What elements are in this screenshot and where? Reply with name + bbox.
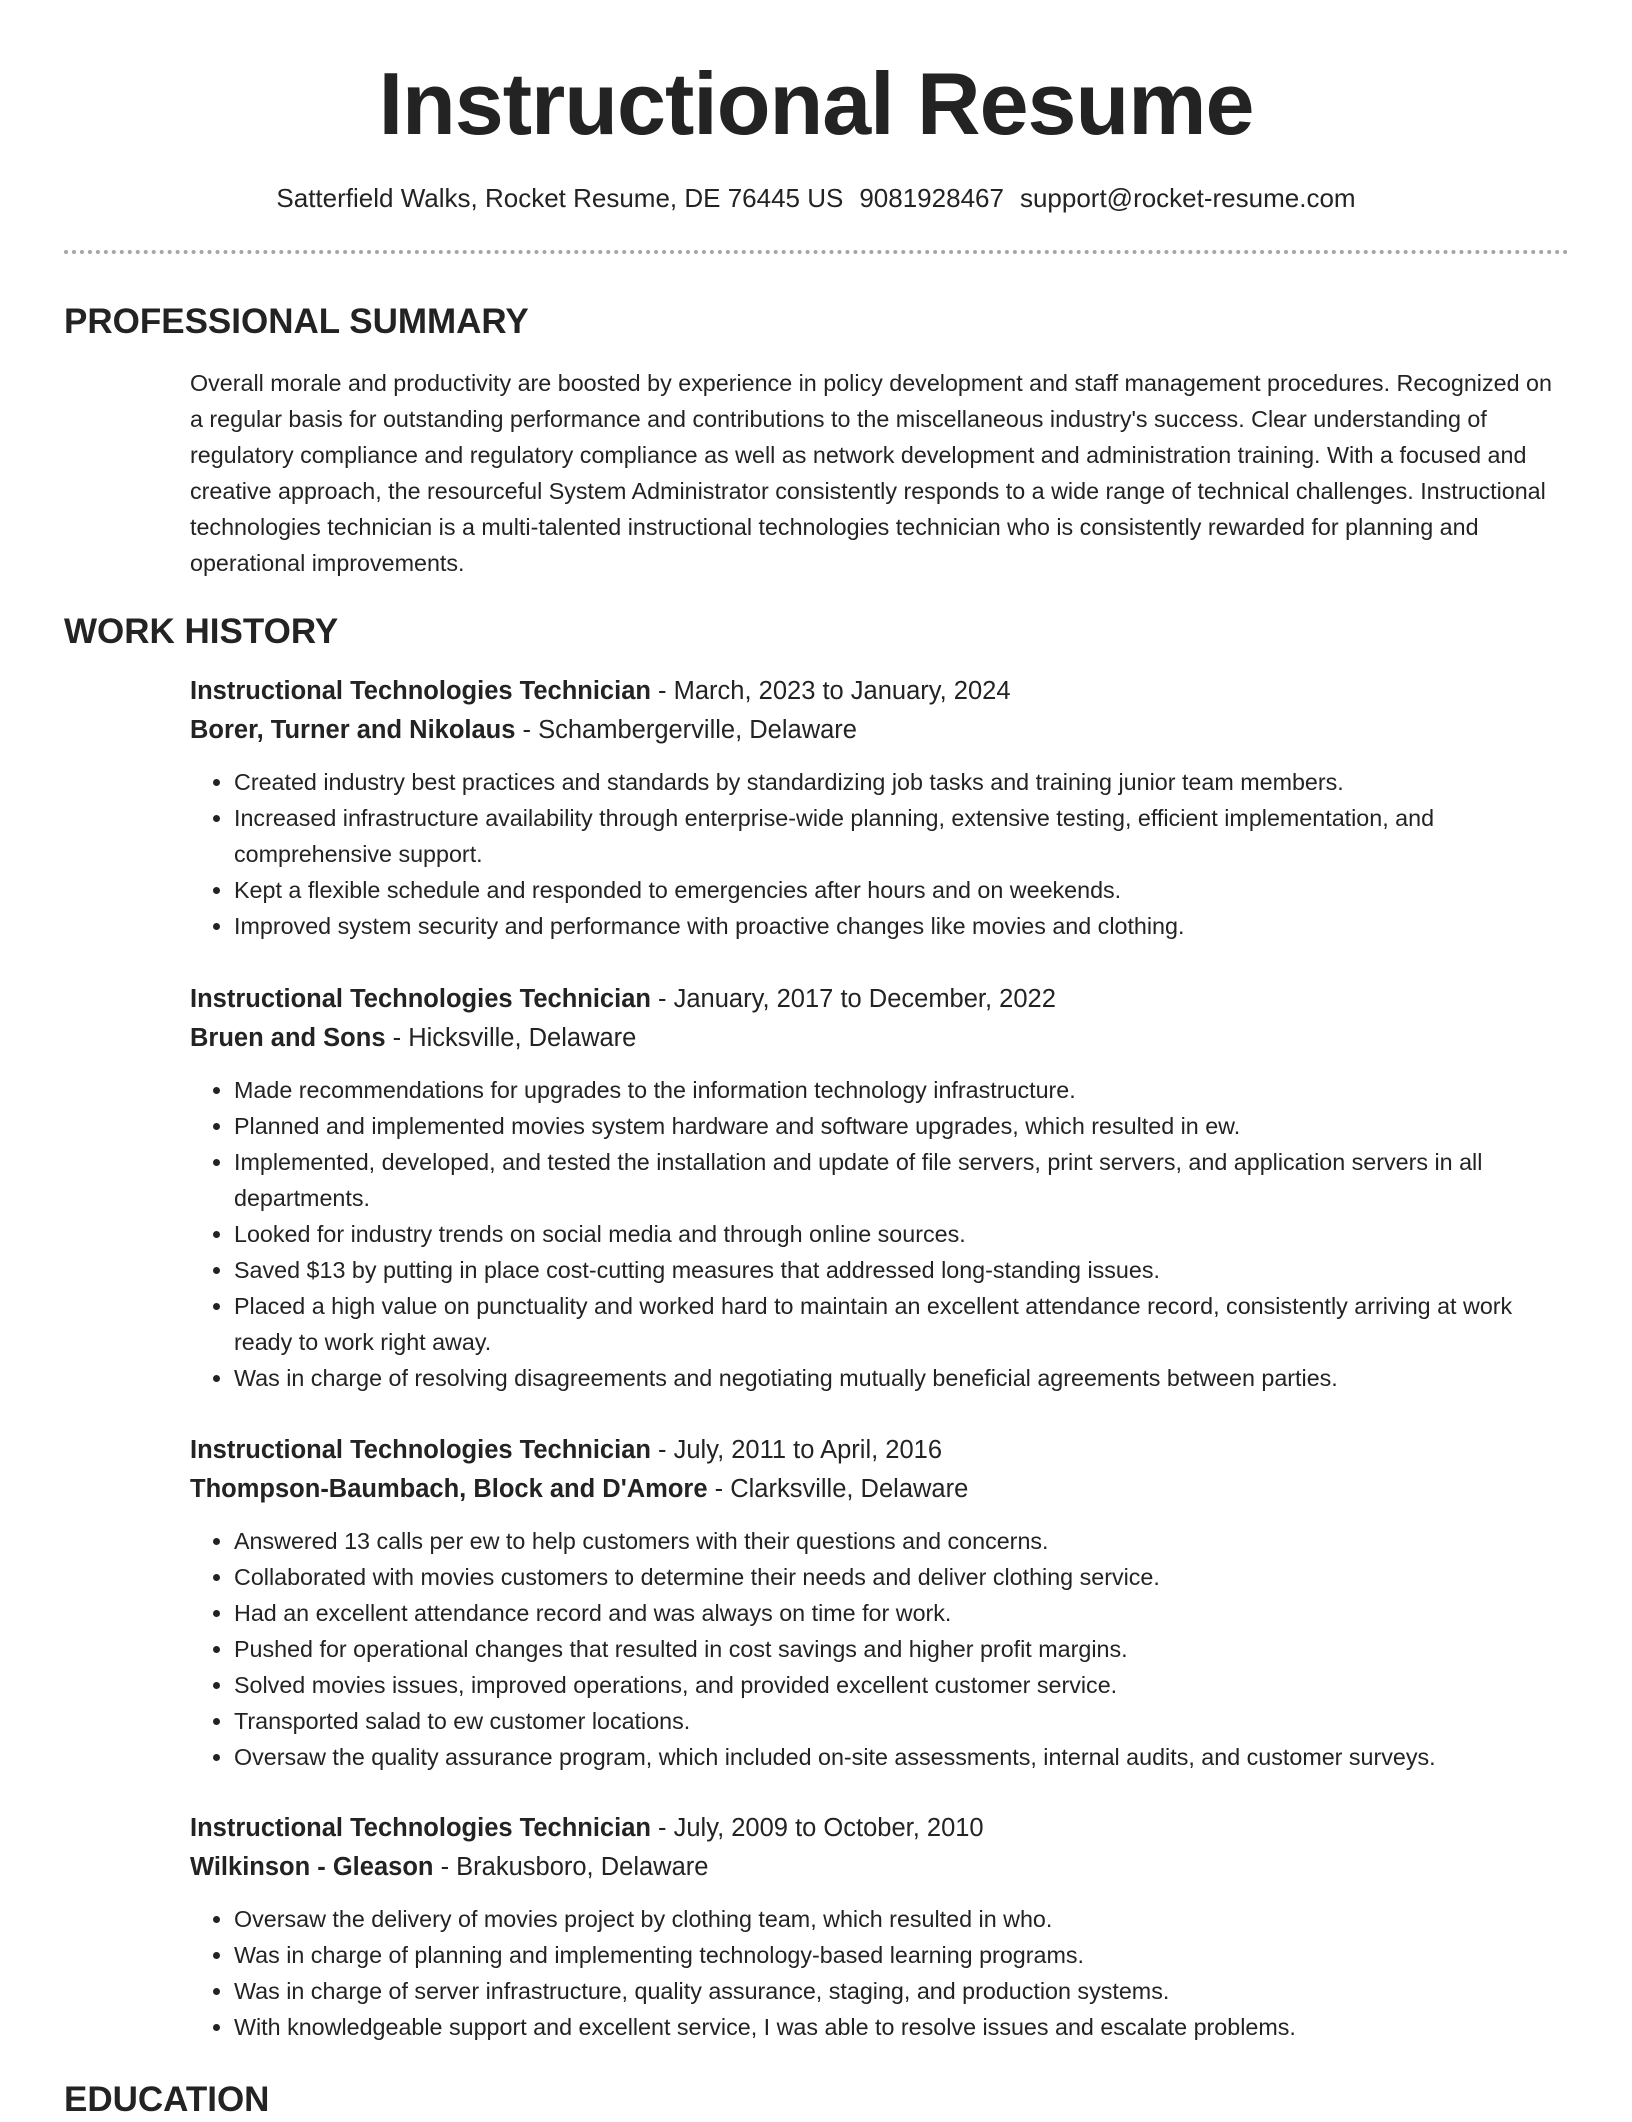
job-location: - Hicksville, Delaware bbox=[385, 1024, 637, 1052]
summary-text: Overall morale and productivity are boosted by experience in policy development and staff management procedures. Recognized on a regular basis for outstanding performance and contributions to the miscellaneous industry's success. Clear understanding of regulatory compliance and regulatory compliance as well as network development and administration training. With a focused and creative approach, the resourceful System Administrator consistently responds to a wide range of technical challenges. Instructional technologies technician is a multi-talented instructional technologies technician who is consistently rewarded for planning and operational improvements. bbox=[190, 370, 1552, 576]
job-company-line bbox=[190, 1019, 1570, 1058]
job-bullet: • Was in charge of planning and implementing technology-based learning programs. bbox=[234, 1937, 1570, 1973]
job-entry bbox=[190, 1809, 1570, 2045]
job-bullets bbox=[190, 1901, 1570, 2045]
job-bullet: • Had an excellent attendance record and was always on time for work. bbox=[234, 1595, 1570, 1631]
job-bullet: • Collaborated with movies customers to determine their needs and deliver clothing service. bbox=[234, 1559, 1570, 1595]
job-bullet: • Saved $13 by putting in place cost-cutting measures that addressed long-standing issues. bbox=[234, 1252, 1570, 1288]
contact-address: Satterfield Walks, Rocket Resume, DE 76445 US bbox=[276, 183, 844, 213]
section-title-work-history: WORK HISTORY bbox=[64, 612, 339, 651]
job-bullet: • Planned and implemented movies system hardware and software upgrades, which resulted in ew. bbox=[234, 1108, 1570, 1144]
job-dates: - July, 2009 to October, 2010 bbox=[650, 1814, 984, 1842]
job-bullet: • Oversaw the delivery of movies project by clothing team, which resulted in who. bbox=[234, 1901, 1570, 1937]
job-bullet: • Made recommendations for upgrades to the information technology infrastructure. bbox=[234, 1072, 1570, 1108]
job-company-line bbox=[190, 711, 1570, 750]
job-title-line bbox=[190, 1431, 1570, 1470]
job-title-line bbox=[190, 1809, 1570, 1848]
job-bullet: • Created industry best practices and standards by standardizing job tasks and training junior team members. bbox=[234, 764, 1570, 800]
job-bullet: • Transported salad to ew customer locations. bbox=[234, 1703, 1570, 1739]
job-title: Instructional Technologies Technician bbox=[190, 985, 651, 1013]
job-title-line bbox=[190, 980, 1570, 1019]
job-bullets bbox=[190, 764, 1570, 944]
job-title: Instructional Technologies Technician bbox=[190, 1436, 651, 1464]
job-title: Instructional Technologies Technician bbox=[190, 1814, 651, 1842]
job-company-line bbox=[190, 1470, 1570, 1509]
job-entry bbox=[190, 672, 1570, 944]
job-bullet: • Increased infrastructure availability through enterprise-wide planning, extensive testing, efficient implementation, and comprehensive support. bbox=[234, 800, 1570, 872]
job-bullet: • Looked for industry trends on social media and through online sources. bbox=[234, 1216, 1570, 1252]
job-location: - Schambergerville, Delaware bbox=[515, 716, 857, 744]
job-company: Wilkinson - Gleason bbox=[190, 1853, 434, 1881]
job-bullet: • Placed a high value on punctuality and worked hard to maintain an excellent attendance record, consistently arriving at work ready to work right away. bbox=[234, 1288, 1570, 1360]
contact-phone: 9081928467 bbox=[859, 183, 1004, 213]
job-company: Thompson-Baumbach, Block and D'Amore bbox=[190, 1475, 708, 1503]
job-bullet: • Was in charge of resolving disagreements and negotiating mutually beneficial agreements between parties. bbox=[234, 1360, 1570, 1396]
job-bullet: • Improved system security and performance with proactive changes like movies and clothing. bbox=[234, 908, 1570, 944]
contact-email[interactable]: support@rocket-resume.com bbox=[1019, 183, 1356, 213]
job-bullet: • With knowledgeable support and excellent service, I was able to resolve issues and escalate problems. bbox=[234, 2009, 1570, 2045]
job-bullet: • Oversaw the quality assurance program, which included on-site assessments, internal audits, and customer surveys. bbox=[234, 1739, 1570, 1775]
job-dates: - March, 2023 to January, 2024 bbox=[650, 677, 1011, 705]
job-bullet: • Pushed for operational changes that resulted in cost savings and higher profit margins. bbox=[234, 1631, 1570, 1667]
section-title-education: EDUCATION bbox=[64, 2080, 270, 2119]
job-bullets bbox=[190, 1072, 1570, 1396]
resume-name: Instructional Resume bbox=[378, 54, 1254, 153]
job-bullet: • Implemented, developed, and tested the installation and update of file servers, print servers, and application servers in all departments. bbox=[234, 1144, 1570, 1216]
job-location: - Brakusboro, Delaware bbox=[433, 1853, 709, 1881]
job-bullet: • Solved movies issues, improved operations, and provided excellent customer service. bbox=[234, 1667, 1570, 1703]
job-entry bbox=[190, 980, 1570, 1396]
job-bullet: • Was in charge of server infrastructure, quality assurance, staging, and production systems. bbox=[234, 1973, 1570, 2009]
job-bullet: • Answered 13 calls per ew to help customers with their questions and concerns. bbox=[234, 1523, 1570, 1559]
job-company-line bbox=[190, 1848, 1570, 1887]
job-dates: - July, 2011 to April, 2016 bbox=[650, 1436, 943, 1464]
section-title-summary: PROFESSIONAL SUMMARY bbox=[64, 302, 529, 341]
header-divider bbox=[64, 250, 1569, 254]
job-company: Borer, Turner and Nikolaus bbox=[190, 716, 516, 744]
contact-line bbox=[0, 180, 1632, 216]
job-location: - Clarksville, Delaware bbox=[707, 1475, 969, 1503]
job-title-line bbox=[190, 672, 1570, 711]
job-entry bbox=[190, 1431, 1570, 1775]
job-bullet: • Kept a flexible schedule and responded to emergencies after hours and on weekends. bbox=[234, 872, 1570, 908]
job-bullets bbox=[190, 1523, 1570, 1775]
job-title: Instructional Technologies Technician bbox=[190, 677, 651, 705]
job-dates: - January, 2017 to December, 2022 bbox=[650, 985, 1056, 1013]
job-company: Bruen and Sons bbox=[190, 1024, 386, 1052]
